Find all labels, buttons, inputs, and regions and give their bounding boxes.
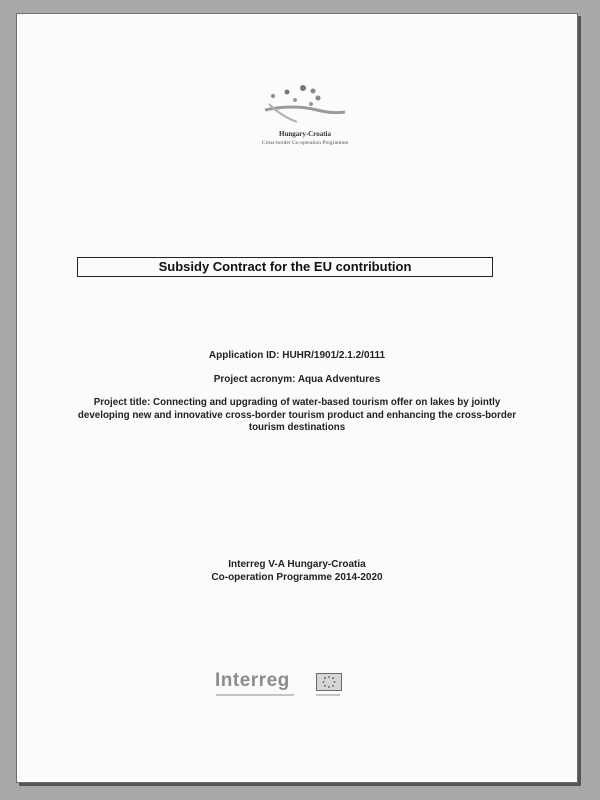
- programme-logo: [245, 82, 365, 154]
- document-title: Subsidy Contract for the EU contribution: [77, 257, 493, 277]
- hungary-croatia-logo-icon: [263, 82, 347, 128]
- programme-line-1: Interreg V-A Hungary-Croatia: [228, 559, 366, 570]
- project-title: Project title: Connecting and upgrading of water-based tourism offer on lakes by jointly developing new and innovative cross-border tourism product and enhancing the cross-border tourism destinations: [77, 397, 517, 433]
- interreg-tagline-smudge: [216, 694, 294, 696]
- logo-name: Hungary-Croatia: [279, 130, 331, 138]
- logo-subtitle: Cross-border Co-operation Programme: [261, 140, 349, 146]
- programme-line-2: Co-operation Programme 2014-2020: [211, 572, 383, 583]
- project-acronym: Project acronym: Aqua Adventures: [213, 374, 381, 385]
- eu-flag-icon: [316, 673, 342, 691]
- eu-tagline-smudge: [316, 694, 340, 696]
- interreg-wordmark: Interreg: [215, 670, 290, 691]
- application-id: Application ID: HUHR/1901/2.1.2/0111: [208, 350, 386, 361]
- interreg-logo: [215, 670, 345, 700]
- document-page: [16, 13, 578, 783]
